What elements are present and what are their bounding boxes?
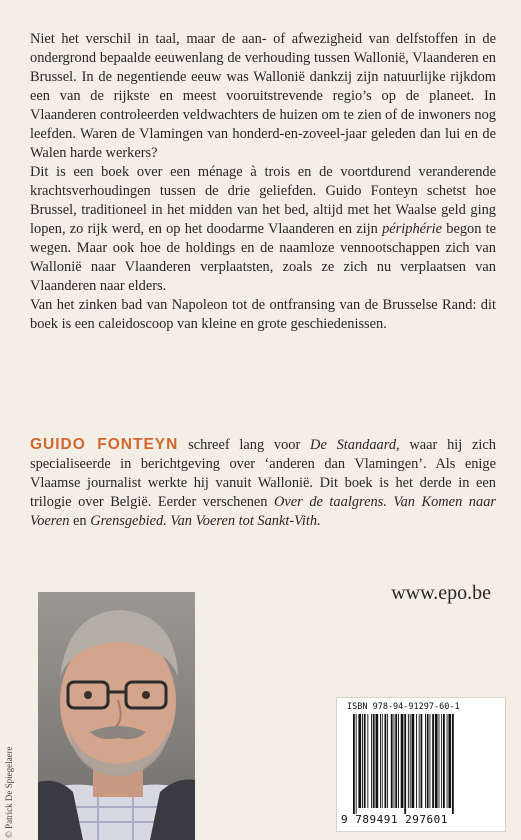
barcode-bar [353, 714, 355, 814]
barcode-bar [410, 714, 411, 808]
barcode-bar [443, 714, 445, 808]
blurb-text: begon te wegen. Maar ook hoe de holdings en de naamloze vennootschappen zich van Wallonië naar Vlaanderen verplaatsten, zoals ze zich nu verplaatsen van Vlaanderen naar elders. [30, 221, 497, 294]
publisher-url[interactable]: www.epo.be [391, 582, 491, 604]
bio-text: , waar hij zich specialiseerde in berichtgeving over ‘anderen dan Vlamingen’. Als enige Vlaamse journalist werkte hij vanuit Wallonië. Dit boek is het derde in een trilogie over België. Eerder verschenen [30, 437, 496, 510]
author-photo [38, 592, 195, 840]
author-name: GUIDO FONTEYN [30, 436, 179, 453]
photo-credit: © Patrick De Spiegelaere [4, 746, 14, 838]
barcode-bar [408, 714, 409, 808]
barcode-bar [425, 714, 426, 808]
barcode-bar [362, 714, 363, 808]
book-blurb [30, 30, 496, 334]
barcode-bar [432, 714, 434, 808]
barcode-bar [385, 714, 387, 808]
barcode-bar [441, 714, 442, 808]
barcode-bar [419, 714, 420, 808]
barcode-bar [394, 714, 395, 808]
blurb-paragraph-2 [30, 163, 496, 296]
barcode-bar [412, 714, 415, 808]
barcode-bar [380, 714, 381, 808]
barcode-bar [387, 714, 388, 808]
blurb-text: Dit is een boek over een ménage à trois en de voortdurend veranderende krachtsverhoudingen tussen de drie geliefden. Guido Fonteyn schetst hoe Brussel, traditioneel in het midden van het bed, altijd met het Waalse geld ging lopen, zo rijk werd, en op het doodarme Vlaanderen en zijn [30, 164, 496, 237]
barcode-bar [447, 714, 448, 808]
barcode-bar [435, 714, 438, 808]
barcode-bar [364, 714, 366, 808]
barcode-bar [401, 714, 404, 808]
barcode-bar [439, 714, 440, 808]
isbn-label: ISBN 978-94-91297-60-1 [347, 702, 460, 712]
barcode-bar [427, 714, 429, 808]
barcode-bar [382, 714, 383, 808]
barcode-bar [416, 714, 417, 808]
bio-title-2: Over de taalgrens. Van Komen naar Voeren [30, 494, 496, 529]
barcode-bar [398, 714, 399, 808]
barcode-bar [395, 714, 397, 808]
barcode-bar [452, 714, 454, 814]
bio-text: schreef lang voor [178, 437, 311, 453]
barcode-bar [356, 714, 357, 814]
blurb-emphasis: périphérie [382, 221, 443, 237]
author-bio [30, 435, 496, 531]
barcode-bar [391, 714, 393, 808]
barcode-bar [358, 714, 361, 808]
barcode-bar [373, 714, 375, 808]
author-bio-text [30, 435, 496, 531]
barcode-bar [448, 714, 451, 808]
barcode-bar [371, 714, 372, 808]
author-portrait-illustration [38, 592, 195, 840]
barcode-digits: 9 789491 297601 [341, 813, 448, 826]
blurb-paragraph-3: Van het zinken bad van Napoleon tot de ontfransing van de Brusselse Rand: dit boek is een caleidoscoop van kleine en grote geschiedenissen. [30, 297, 496, 332]
bio-title-1: De Standaard [310, 437, 397, 453]
isbn-barcode [336, 697, 506, 832]
bio-text: en [69, 513, 91, 529]
barcode-bar [376, 714, 379, 808]
barcode-bar [404, 714, 406, 814]
bio-title-3: Grensgebied. Van Voeren tot Sankt-Vith. [90, 513, 321, 529]
barcode-bar [421, 714, 423, 808]
barcode-bar [430, 714, 431, 808]
barcode-bar [367, 714, 368, 808]
barcode-bars [351, 714, 491, 814]
blurb-paragraph-1: Niet het verschil in taal, maar de aan- of afwezigheid van delfstoffen in de ondergrond bepaalde eeuwenlang de verhouding tussen Wallonië, Vlaanderen en Brussel. In de negentiende eeuw was Wallonië dankzij zijn natuurlijke rijkdom een van de rijkste en meest vooruitstrevende regio’s op de planeet. In Vlaanderen controleerden veldwachters de huizen om te zien of de inwoners nog leefden. Waren de Vlamingen van honderd-en-zoveel-jaar geleden dan lui en de Walen harde werkers? [30, 31, 496, 161]
